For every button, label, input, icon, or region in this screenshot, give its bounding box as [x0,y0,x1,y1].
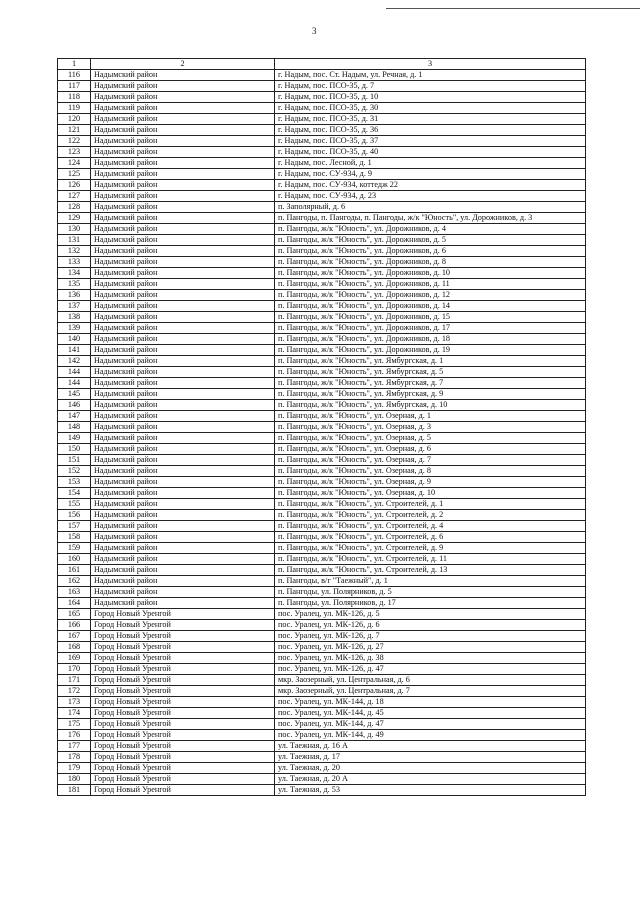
address-cell: п. Пангоды, ж/к "Юность", ул. Дорожников, д. 10 [275,268,586,279]
district-name-cell: Надымский район [91,345,275,356]
address-cell: п. Пангоды, ж/к "Юность", ул. Дорожников, д. 8 [275,257,586,268]
address-cell: г. Надым, пос. СУ-934, д. 23 [275,191,586,202]
column-header-1: 1 [58,59,91,70]
address-cell: мкр. Заозерный, ул. Центральная, д. 7 [275,686,586,697]
table-row [58,378,586,389]
address-cell: ул. Таежная, д. 17 [275,752,586,763]
row-number-cell: 170 [58,664,91,675]
table-row [58,323,586,334]
table-row [58,180,586,191]
row-number-cell: 116 [58,70,91,81]
row-number-cell: 124 [58,158,91,169]
row-number-cell: 151 [58,455,91,466]
address-cell: п. Пангоды, ж/к "Юность", ул. Строителей, д. 11 [275,554,586,565]
district-name-cell: Надымский район [91,598,275,609]
district-name-cell: Надымский район [91,400,275,411]
row-number-cell: 142 [58,356,91,367]
district-name-cell: Надымский район [91,268,275,279]
table-row [58,169,586,180]
address-cell: пос. Уралец, ул. МК-126, д. 6 [275,620,586,631]
row-number-cell: 157 [58,521,91,532]
address-cell: п. Пангоды, ж/к "Юность", ул. Озерная, д. 3 [275,422,586,433]
address-cell: п. Пангоды, ж/к "Юность", ул. Строителей, д. 6 [275,532,586,543]
table-row [58,653,586,664]
row-number-cell: 117 [58,81,91,92]
district-name-cell: Надымский район [91,477,275,488]
table-row [58,719,586,730]
address-cell: ул. Таежная, д. 20 [275,763,586,774]
table-row [58,257,586,268]
address-cell: п. Пангоды, ж/к "Юность", ул. Ямбургская, д. 9 [275,389,586,400]
table-row [58,477,586,488]
row-number-cell: 145 [58,389,91,400]
district-name-cell: Город Новый Уренгой [91,752,275,763]
table-row [58,521,586,532]
district-name-cell: Надымский район [91,169,275,180]
address-cell: ул. Таежная, д. 16 А [275,741,586,752]
row-number-cell: 168 [58,642,91,653]
address-cell: г. Надым, пос. ПСО-35, д. 31 [275,114,586,125]
table-row [58,290,586,301]
table-row [58,312,586,323]
row-number-cell: 180 [58,774,91,785]
row-number-cell: 159 [58,543,91,554]
district-name-cell: Город Новый Уренгой [91,686,275,697]
district-name-cell: Город Новый Уренгой [91,785,275,796]
district-name-cell: Надымский район [91,488,275,499]
address-cell: п. Пангоды, ж/к "Юность", ул. Строителей, д. 1 [275,499,586,510]
table-row [58,565,586,576]
top-rule [386,8,640,9]
row-number-cell: 118 [58,92,91,103]
table-row [58,675,586,686]
district-name-cell: Надымский район [91,565,275,576]
district-name-cell: Город Новый Уренгой [91,609,275,620]
row-number-cell: 158 [58,532,91,543]
address-cell: п. Пангоды, ул. Полярников, д. 5 [275,587,586,598]
row-number-cell: 121 [58,125,91,136]
table-row [58,576,586,587]
address-cell: пос. Уралец, ул. МК-144, д. 45 [275,708,586,719]
district-name-cell: Надымский район [91,246,275,257]
table-row [58,268,586,279]
table-row [58,587,586,598]
row-number-cell: 150 [58,444,91,455]
district-name-cell: Город Новый Уренгой [91,719,275,730]
row-number-cell: 132 [58,246,91,257]
table-row [58,433,586,444]
row-number-cell: 131 [58,235,91,246]
address-cell: п. Пангоды, ж/к "Юность", ул. Озерная, д. 7 [275,455,586,466]
district-name-cell: Надымский район [91,213,275,224]
column-header-3: 3 [275,59,586,70]
row-number-cell: 127 [58,191,91,202]
address-cell: г. Надым, пос. ПСО-35, д. 10 [275,92,586,103]
table-header-row [58,59,586,70]
table-row [58,422,586,433]
district-name-cell: Надымский район [91,257,275,268]
row-number-cell: 172 [58,686,91,697]
district-name-cell: Надымский район [91,521,275,532]
row-number-cell: 178 [58,752,91,763]
table-row [58,730,586,741]
address-cell: г. Надым, пос. Лесной, д. 1 [275,158,586,169]
district-name-cell: Надымский район [91,158,275,169]
district-name-cell: Надымский район [91,455,275,466]
table-row [58,466,586,477]
address-cell: г. Надым, пос. ПСО-35, д. 7 [275,81,586,92]
address-cell: п. Пангоды, ж/к "Юность", ул. Строителей, д. 4 [275,521,586,532]
district-name-cell: Надымский район [91,125,275,136]
district-name-cell: Надымский район [91,433,275,444]
table-row [58,752,586,763]
row-number-cell: 122 [58,136,91,147]
district-name-cell: Надымский район [91,279,275,290]
row-number-cell: 167 [58,631,91,642]
row-number-cell: 140 [58,334,91,345]
district-name-cell: Город Новый Уренгой [91,620,275,631]
table-row [58,92,586,103]
district-name-cell: Надымский район [91,290,275,301]
table-row [58,708,586,719]
row-number-cell: 144 [58,378,91,389]
table-row [58,510,586,521]
table-row [58,334,586,345]
row-number-cell: 154 [58,488,91,499]
address-cell: п. Пангоды, в/г "Таежный", д. 1 [275,576,586,587]
district-name-cell: Надымский район [91,499,275,510]
table-row [58,389,586,400]
district-name-cell: Надымский район [91,301,275,312]
address-cell: п. Пангоды, ж/к "Юность", ул. Озерная, д. 10 [275,488,586,499]
table-row [58,444,586,455]
table-row [58,301,586,312]
page-number: 3 [312,26,317,36]
address-cell: пос. Уралец, ул. МК-144, д. 47 [275,719,586,730]
district-name-cell: Надымский район [91,532,275,543]
row-number-cell: 139 [58,323,91,334]
table-row [58,158,586,169]
row-number-cell: 134 [58,268,91,279]
address-cell: п. Пангоды, ж/к "Юность", ул. Озерная, д. 9 [275,477,586,488]
row-number-cell: 162 [58,576,91,587]
table-row [58,631,586,642]
district-name-cell: Город Новый Уренгой [91,763,275,774]
table-row [58,609,586,620]
address-cell: п. Пангоды, ж/к "Юность", ул. Озерная, д. 6 [275,444,586,455]
address-cell: пос. Уралец, ул. МК-126, д. 7 [275,631,586,642]
district-name-cell: Надымский район [91,235,275,246]
district-name-cell: Надымский район [91,191,275,202]
district-name-cell: Надымский район [91,356,275,367]
row-number-cell: 133 [58,257,91,268]
address-cell: п. Пангоды, ж/к "Юность", ул. Ямбургская, д. 5 [275,367,586,378]
row-number-cell: 135 [58,279,91,290]
row-number-cell: 177 [58,741,91,752]
row-number-cell: 123 [58,147,91,158]
district-name-cell: Надымский район [91,202,275,213]
district-name-cell: Надымский район [91,389,275,400]
row-number-cell: 181 [58,785,91,796]
address-cell: п. Пангоды, ж/к "Юность", ул. Строителей, д. 9 [275,543,586,554]
row-number-cell: 141 [58,345,91,356]
table-row [58,400,586,411]
row-number-cell: 171 [58,675,91,686]
table-row [58,235,586,246]
address-cell: г. Надым, пос. СУ-934, д. 9 [275,169,586,180]
address-cell: пос. Уралец, ул. МК-126, д. 5 [275,609,586,620]
district-name-cell: Надымский район [91,334,275,345]
table-row [58,543,586,554]
table-row [58,741,586,752]
row-number-cell: 156 [58,510,91,521]
table-row [58,246,586,257]
address-cell: п. Пангоды, п. Пангоды, п. Пангоды, ж/к "Юность", ул. Дорожников, д. 3 [275,213,586,224]
address-cell: п. Пангоды, ж/к "Юность", ул. Дорожников, д. 14 [275,301,586,312]
district-name-cell: Надымский район [91,510,275,521]
district-name-cell: Город Новый Уренгой [91,631,275,642]
table-row [58,664,586,675]
address-cell: п. Пангоды, ж/к "Юность", ул. Дорожников, д. 18 [275,334,586,345]
row-number-cell: 146 [58,400,91,411]
address-table [57,58,586,796]
address-cell: п. Пангоды, ж/к "Юность", ул. Дорожников, д. 17 [275,323,586,334]
row-number-cell: 144 [58,367,91,378]
table-row [58,147,586,158]
table-row [58,488,586,499]
district-name-cell: Город Новый Уренгой [91,708,275,719]
address-cell: пос. Уралец, ул. МК-126, д. 27 [275,642,586,653]
row-number-cell: 125 [58,169,91,180]
table-row [58,499,586,510]
table-row [58,213,586,224]
address-cell: пос. Уралец, ул. МК-144, д. 49 [275,730,586,741]
address-cell: п. Пангоды, ж/к "Юность", ул. Дорожников, д. 15 [275,312,586,323]
district-name-cell: Надымский район [91,224,275,235]
row-number-cell: 126 [58,180,91,191]
address-cell: пос. Уралец, ул. МК-126, д. 38 [275,653,586,664]
district-name-cell: Надымский район [91,147,275,158]
district-name-cell: Надымский район [91,378,275,389]
district-name-cell: Город Новый Уренгой [91,675,275,686]
row-number-cell: 164 [58,598,91,609]
district-name-cell: Надымский район [91,312,275,323]
address-cell: г. Надым, пос. Ст. Надым, ул. Речная, д. 1 [275,70,586,81]
table-row [58,532,586,543]
district-name-cell: Надымский район [91,466,275,477]
district-name-cell: Надымский район [91,367,275,378]
address-cell: п. Пангоды, ж/к "Юность", ул. Строителей, д. 2 [275,510,586,521]
table-row [58,356,586,367]
address-cell: п. Пангоды, ж/к "Юность", ул. Дорожников, д. 19 [275,345,586,356]
address-cell: п. Пангоды, ж/к "Юность", ул. Дорожников, д. 5 [275,235,586,246]
address-cell: п. Пангоды, ж/к "Юность", ул. Дорожников, д. 4 [275,224,586,235]
table-row [58,785,586,796]
address-cell: п. Пангоды, ж/к "Юность", ул. Озерная, д. 5 [275,433,586,444]
table-row [58,279,586,290]
row-number-cell: 160 [58,554,91,565]
district-name-cell: Город Новый Уренгой [91,774,275,785]
table-row [58,70,586,81]
table-row [58,774,586,785]
address-cell: ул. Таежная, д. 53 [275,785,586,796]
row-number-cell: 148 [58,422,91,433]
row-number-cell: 136 [58,290,91,301]
row-number-cell: 165 [58,609,91,620]
district-name-cell: Надымский район [91,587,275,598]
table-row [58,136,586,147]
address-cell: г. Надым, пос. ПСО-35, д. 37 [275,136,586,147]
address-cell: г. Надым, пос. ПСО-35, д. 36 [275,125,586,136]
address-cell: п. Пангоды, ж/к "Юность", ул. Озерная, д. 1 [275,411,586,422]
row-number-cell: 138 [58,312,91,323]
district-name-cell: Надымский район [91,103,275,114]
row-number-cell: 152 [58,466,91,477]
address-cell: п. Пангоды, ж/к "Юность", ул. Ямбургская, д. 1 [275,356,586,367]
address-cell: пос. Уралец, ул. МК-144, д. 18 [275,697,586,708]
address-cell: п. Заполярный, д. 6 [275,202,586,213]
district-name-cell: Город Новый Уренгой [91,697,275,708]
row-number-cell: 130 [58,224,91,235]
district-name-cell: Надымский район [91,180,275,191]
district-name-cell: Надымский район [91,70,275,81]
row-number-cell: 175 [58,719,91,730]
row-number-cell: 166 [58,620,91,631]
district-name-cell: Надымский район [91,543,275,554]
district-name-cell: Город Новый Уренгой [91,642,275,653]
district-name-cell: Город Новый Уренгой [91,664,275,675]
table-row [58,598,586,609]
address-cell: п. Пангоды, ж/к "Юность", ул. Дорожников, д. 11 [275,279,586,290]
address-cell: п. Пангоды, ж/к "Юность", ул. Ямбургская, д. 10 [275,400,586,411]
row-number-cell: 129 [58,213,91,224]
row-number-cell: 137 [58,301,91,312]
table-row [58,345,586,356]
district-name-cell: Надымский район [91,136,275,147]
table-row [58,224,586,235]
address-cell: мкр. Заозерный, ул. Центральная, д. 6 [275,675,586,686]
district-name-cell: Надымский район [91,576,275,587]
table-row [58,367,586,378]
district-name-cell: Надымский район [91,323,275,334]
district-name-cell: Надымский район [91,81,275,92]
table-row [58,697,586,708]
row-number-cell: 128 [58,202,91,213]
address-cell: ул. Таежная, д. 20 А [275,774,586,785]
row-number-cell: 173 [58,697,91,708]
table-row [58,642,586,653]
district-name-cell: Надымский район [91,114,275,125]
address-cell: п. Пангоды, ж/к "Юность", ул. Дорожников, д. 6 [275,246,586,257]
row-number-cell: 147 [58,411,91,422]
row-number-cell: 155 [58,499,91,510]
table-row [58,686,586,697]
table-row [58,191,586,202]
district-name-cell: Надымский район [91,444,275,455]
row-number-cell: 163 [58,587,91,598]
row-number-cell: 149 [58,433,91,444]
district-name-cell: Надымский район [91,422,275,433]
table-row [58,411,586,422]
column-header-2: 2 [91,59,275,70]
table-row [58,202,586,213]
row-number-cell: 179 [58,763,91,774]
row-number-cell: 119 [58,103,91,114]
table-row [58,125,586,136]
address-cell: г. Надым, пос. СУ-934, коттедж 22 [275,180,586,191]
row-number-cell: 120 [58,114,91,125]
table-row [58,554,586,565]
address-cell: г. Надым, пос. ПСО-35, д. 40 [275,147,586,158]
district-name-cell: Город Новый Уренгой [91,730,275,741]
address-cell: пос. Уралец, ул. МК-126, д. 47 [275,664,586,675]
table-row [58,455,586,466]
row-number-cell: 176 [58,730,91,741]
address-cell: п. Пангоды, ул. Полярников, д. 17 [275,598,586,609]
address-cell: п. Пангоды, ж/к "Юность", ул. Озерная, д. 8 [275,466,586,477]
district-name-cell: Надымский район [91,92,275,103]
table-row [58,620,586,631]
district-name-cell: Город Новый Уренгой [91,653,275,664]
address-cell: п. Пангоды, ж/к "Юность", ул. Строителей, д. 13 [275,565,586,576]
table-row [58,114,586,125]
row-number-cell: 161 [58,565,91,576]
row-number-cell: 174 [58,708,91,719]
table-row [58,81,586,92]
row-number-cell: 169 [58,653,91,664]
district-name-cell: Надымский район [91,554,275,565]
district-name-cell: Город Новый Уренгой [91,741,275,752]
district-name-cell: Надымский район [91,411,275,422]
table-row [58,763,586,774]
address-cell: г. Надым, пос. ПСО-35, д. 30 [275,103,586,114]
table-row [58,103,586,114]
row-number-cell: 153 [58,477,91,488]
address-cell: п. Пангоды, ж/к "Юность", ул. Ямбургская, д. 7 [275,378,586,389]
address-cell: п. Пангоды, ж/к "Юность", ул. Дорожников, д. 12 [275,290,586,301]
